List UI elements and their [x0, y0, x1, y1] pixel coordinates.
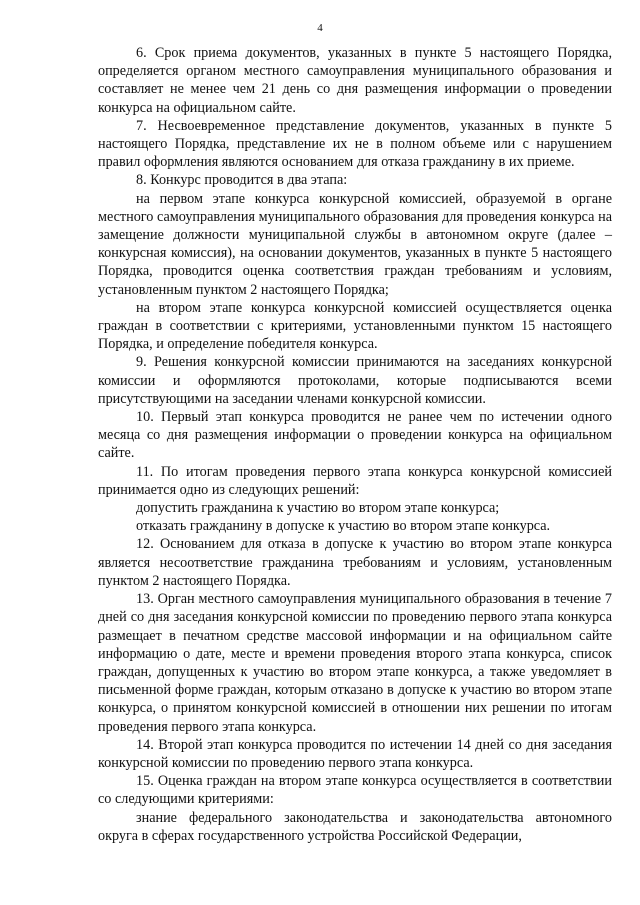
paragraph-11-option-2: отказать гражданину в допуске к участию во втором этапе конкурса. — [136, 518, 551, 535]
page-number: 4 — [317, 22, 323, 34]
paragraph-11: 11. По итогам проведения первого этапа конкурса конкурсной комиссией принимается одно из следующих решений: — [98, 463, 612, 498]
paragraph-8: 8. Конкурс проводится в два этапа: — [136, 172, 348, 189]
paragraph-15-criterion-1: знание федерального законодательства и законодательства автономного округа в сферах государственного устройства Российской Федерации, — [98, 809, 612, 844]
paragraph-9: 9. Решения конкурсной комиссии принимаются на заседаниях конкурсной комиссии и оформляются протоколами, которые подписываются всеми присутствующими на заседании членами конкурсной комиссии. — [98, 354, 612, 407]
paragraph-8-stage-1: на первом этапе конкурса конкурсной комиссией, образуемой в органе местного самоуправления муниципального образования для проведения конкурса на замещение должности муниципальной службы в автономном округе (далее – конкурсная комиссия), на основании документов, указанных в пункте 5 настоящего Порядка, проводится оценка соответствия граждан требованиям и условиям, установленным пунктом 2 настоящего Порядка; — [98, 190, 612, 298]
paragraph-7: 7. Несвоевременное представление документов, указанных в пункте 5 настоящего Порядка, представление их не в полном объеме или с нарушением правил оформления являются основанием для отказа гражданину в их приеме. — [98, 117, 612, 171]
paragraph-14: 14. Второй этап конкурса проводится по истечении 14 дней со дня заседания конкурсной комиссии по проведению первого этапа конкурса. — [98, 736, 612, 771]
paragraph-12: 12. Основанием для отказа в допуске к участию во втором этапе конкурса является несоответствие гражданина требованиям и условиям, установленным пунктом 2 настоящего Порядка. — [98, 536, 612, 589]
document-body — [98, 44, 612, 845]
paragraph-13: 13. Орган местного самоуправления муниципального образования в течение 7 дней со дня заседания конкурсной комиссии по проведению первого этапа конкурса размещает в печатном средстве массовой информации и на официальном сайте информацию о дате, месте и времени проведения второго этапа конкурса, список граждан, допущенных к участию во втором этапе конкурса, а также уведомляет в письменной форме граждан, которым отказано в допуске к участию во втором этапе конкурса, о принятом конкурсной комиссией в отношении них решении по итогам проведения первого этапа конкурса. — [98, 591, 612, 735]
paragraph-6: 6. Срок приема документов, указанных в пункте 5 настоящего Порядка, определяется органом местного самоуправления муниципального образования и составляет не менее чем 21 день со дня размещения информации о проведении конкурса на официальном сайте. — [98, 45, 612, 116]
paragraph-8-stage-2: на втором этапе конкурса конкурсной комиссией осуществляется оценка граждан в соответствии с критериями, установленными пунктом 15 настоящего Порядка, и определение победителя конкурса. — [98, 299, 612, 353]
paragraph-11-option-1: допустить гражданина к участию во втором этапе конкурса; — [136, 500, 500, 517]
paragraph-10: 10. Первый этап конкурса проводится не ранее чем по истечении одного месяца со дня размещения информации о проведении конкурса на официальном сайте. — [98, 409, 612, 462]
paragraph-15: 15. Оценка граждан на втором этапе конкурса осуществляется в соответствии со следующими критериями: — [98, 773, 612, 808]
